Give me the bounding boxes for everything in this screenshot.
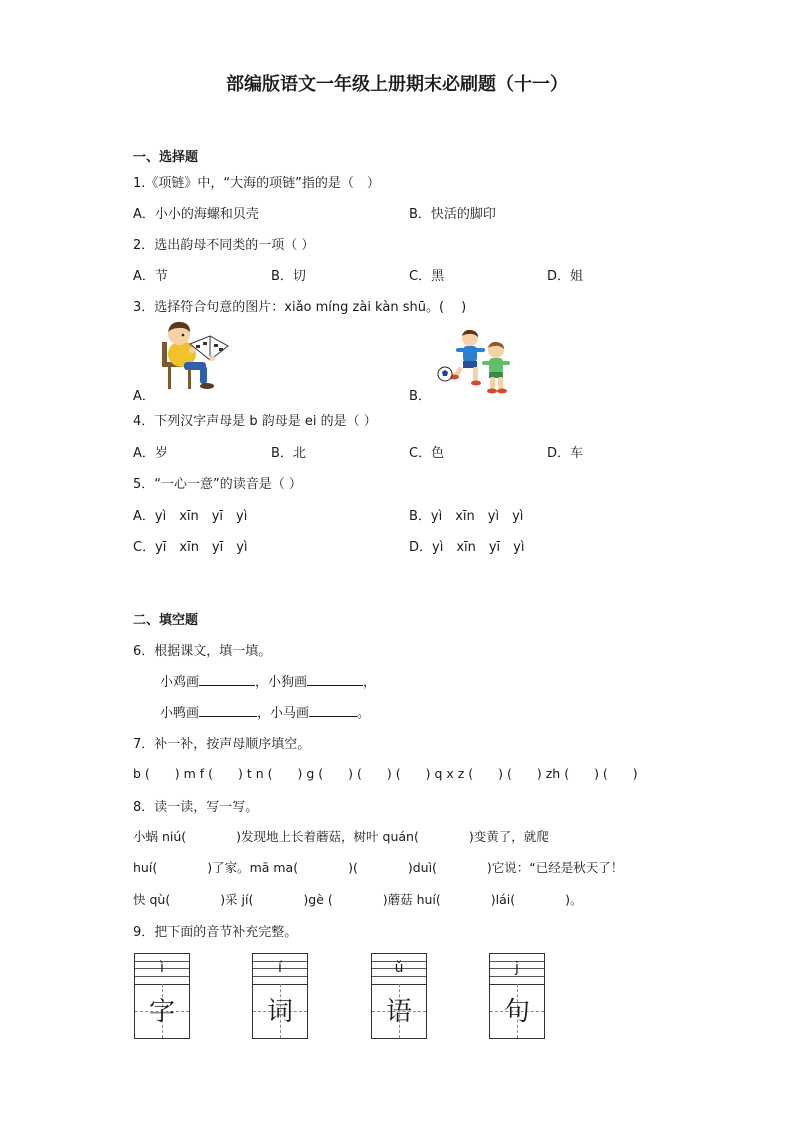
question-2-option-a[interactable]: A．节: [133, 269, 168, 284]
question-7-sequence[interactable]: b ( ) m f ( ) t n ( ) g ( ) ( ) ( ) q x z ( ) ( ) zh ( ) ( ): [133, 766, 638, 781]
question-3-option-b[interactable]: B．: [409, 389, 431, 404]
pinyin-grid-3-char: 语: [385, 997, 412, 1027]
q6-blank-duck[interactable]: [199, 704, 257, 717]
question-1-option-a[interactable]: A．小小的海螺和贝壳: [133, 207, 259, 222]
question-5-stem: 5．“一心一意”的读音是（ ）: [133, 477, 302, 492]
pinyin-grid-4[interactable]: [489, 953, 545, 1039]
question-5-option-a[interactable]: A．yì xīn yī yì: [133, 509, 248, 524]
pinyin-grid-3-syllable: ǔ: [394, 960, 404, 976]
pinyin-grid-1-syllable: ì: [160, 960, 164, 976]
pinyin-grid-4-char: 句: [503, 997, 530, 1027]
section-heading-choice: 一、选择题: [133, 150, 199, 165]
question-1-stem: 1.《项链》中，“大海的项链”指的是（ ）: [133, 176, 380, 191]
question-8-line-2[interactable]: huí( )了家。mā ma( )( )duì( )它说：“已经是秋天了！: [133, 860, 624, 875]
boy-reading-book-image[interactable]: [152, 318, 232, 392]
pinyin-grid-3[interactable]: [371, 953, 427, 1039]
question-4-option-c[interactable]: C．色: [409, 446, 445, 461]
pinyin-grid-2-char: 词: [266, 997, 293, 1027]
q6-text-duck: 小鸭画: [160, 706, 200, 721]
question-2-option-b[interactable]: B．切: [271, 269, 306, 284]
question-4-option-a[interactable]: A．岁: [133, 446, 168, 461]
question-3-stem: 3．选择符合句意的图片：xiǎo míng zài kàn shū。( ): [133, 300, 467, 315]
q6-text-dog: ，小狗画: [255, 675, 308, 690]
question-6-line-2: [160, 702, 370, 721]
pinyin-grid-1[interactable]: [134, 953, 190, 1039]
question-4-option-b[interactable]: B．北: [271, 446, 306, 461]
q6-punct-1: ，: [363, 675, 377, 690]
question-6-stem: 6．根据课文，填一填。: [133, 644, 272, 659]
question-4-option-d[interactable]: D．车: [547, 446, 584, 461]
page-title: 部编版语文一年级上册期末必刷题（十一）: [226, 74, 568, 95]
section-heading-fill: 二、填空题: [133, 613, 199, 628]
question-5-option-d[interactable]: D．yì xīn yī yì: [409, 540, 525, 555]
question-5-option-b[interactable]: B．yì xīn yì yì: [409, 509, 524, 524]
pinyin-grid-1-char: 字: [148, 997, 175, 1027]
q6-text-chick: 小鸡画: [160, 675, 200, 690]
question-5-option-c[interactable]: C．yī xīn yī yì: [133, 540, 248, 555]
kids-playing-football-image[interactable]: [436, 328, 516, 396]
q6-blank-horse[interactable]: [309, 704, 357, 717]
question-2-stem: 2．选出韵母不同类的一项（ ）: [133, 238, 315, 253]
question-2-option-c[interactable]: C．黑: [409, 269, 445, 284]
q6-blank-dog[interactable]: [307, 673, 363, 686]
pinyin-grid-4-syllable: j: [515, 960, 519, 976]
question-6-line-1: [160, 671, 376, 690]
question-1-option-b[interactable]: B．快活的脚印: [409, 207, 496, 222]
question-3-option-a[interactable]: A．: [133, 389, 155, 404]
q6-text-horse: ，小马画: [257, 706, 310, 721]
q6-punct-2: 。: [357, 706, 371, 721]
q6-blank-chick[interactable]: [199, 673, 255, 686]
question-2-option-d[interactable]: D．姐: [547, 269, 584, 284]
question-8-line-1[interactable]: 小蜗 niú( )发现地上长着蘑菇，树叶 quán( )变黄了，就爬: [133, 829, 549, 844]
pinyin-grid-2[interactable]: [252, 953, 308, 1039]
question-7-stem: 7．补一补，按声母顺序填空。: [133, 737, 311, 752]
pinyin-grid-2-syllable: í: [278, 960, 282, 976]
question-8-line-3[interactable]: 快 qù( )采 jí( )gè ( )蘑菇 huí( )lái( )。: [133, 892, 583, 907]
question-9-stem: 9．把下面的音节补充完整。: [133, 925, 298, 940]
question-4-stem: 4．下列汉字声母是 b 韵母是 ei 的是（ ）: [133, 414, 377, 429]
question-8-stem: 8．读一读，写一写。: [133, 800, 259, 815]
